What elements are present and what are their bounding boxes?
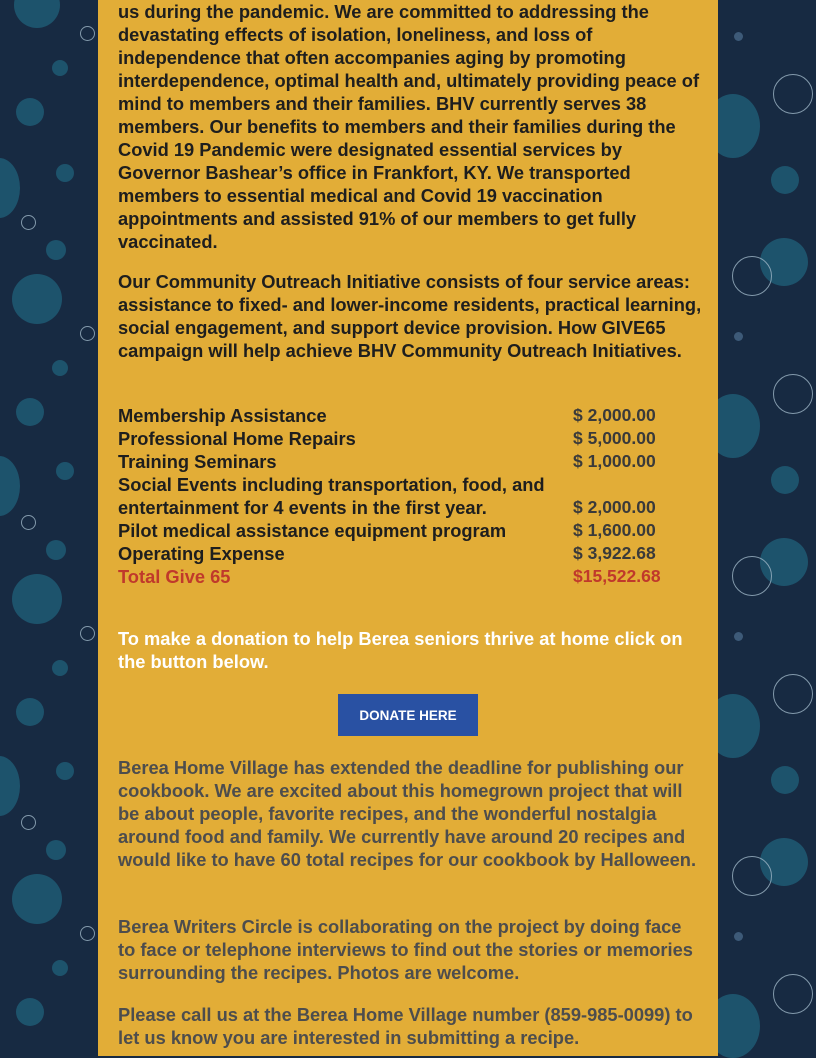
- budget-table: [118, 404, 673, 588]
- budget-item-label: Professional Home Repairs: [118, 428, 356, 449]
- table-row: [118, 519, 673, 542]
- budget-item-amount: $ 2,000.00: [573, 405, 656, 425]
- budget-total-amount: $15,522.68: [573, 566, 661, 586]
- budget-item-label: Social Events including transportation, food, and entertainment for 4 events in the first year.: [118, 474, 545, 518]
- budget-item-amount: $ 3,922.68: [573, 543, 656, 563]
- budget-item-label: Operating Expense: [118, 543, 285, 564]
- budget-item-amount: $ 1,600.00: [573, 520, 656, 540]
- table-row: [118, 450, 673, 473]
- budget-item-amount: $ 1,000.00: [573, 451, 656, 471]
- budget-item-label: Membership Assistance: [118, 405, 327, 426]
- table-row: [118, 427, 673, 450]
- outreach-paragraph: Our Community Outreach Initiative consists of four service areas: assistance to fixed- and lower-income residents, practical learning, social engagement, and support device provision. How GIVE65 campaign will help achieve BHV Community Outreach Initiatives.: [118, 271, 702, 361]
- table-row: [118, 404, 673, 427]
- call-us-paragraph: Please call us at the Berea Home Village number (859-985-0099) to let us know you are interested in submitting a recipe.: [118, 1004, 693, 1048]
- budget-total-row: [118, 565, 673, 588]
- budget-total-label: Total Give 65: [118, 566, 231, 587]
- writers-circle-paragraph: Berea Writers Circle is collaborating on the project by doing face to face or telephone interviews to find out the stories or memories surrounding the recipes. Photos are welcome.: [118, 916, 693, 983]
- table-row: [118, 542, 673, 565]
- donate-button[interactable]: DONATE HERE: [338, 694, 478, 736]
- budget-item-label: Pilot medical assistance equipment program: [118, 520, 507, 541]
- budget-item-amount: $ 5,000.00: [573, 428, 656, 448]
- donation-prompt: To make a donation to help Berea seniors thrive at home click on the button below.: [118, 628, 683, 672]
- budget-item-label: Training Seminars: [118, 451, 277, 472]
- budget-item-amount: $ 2,000.00: [573, 497, 656, 517]
- pandemic-paragraph: us during the pandemic. We are committed to addressing the devastating effects of isolation, loneliness, and loss of independence that often accompanies aging by promoting interdependence, optimal health and, ultimately providing peace of mind to members and their families. BHV currently serves 38 members. Our benefits to members and their families during the Covid 19 Pandemic were designated essential services by Governor Bashear’s office in Frankfort, KY. We transported members to essential medical and Covid 19 vaccination appointments and assisted 91% of our members to get fully vaccinated.: [118, 1, 700, 252]
- newsletter-panel: [98, 0, 718, 1056]
- table-row: [118, 473, 673, 519]
- cookbook-deadline-paragraph: Berea Home Village has extended the deadline for publishing our cookbook. We are excited about this homegrown project that will be about people, favorite recipes, and the wonderful nostalgia around food and family. We currently have around 20 recipes and would like to have 60 total recipes for our cookbook by Halloween.: [118, 757, 697, 870]
